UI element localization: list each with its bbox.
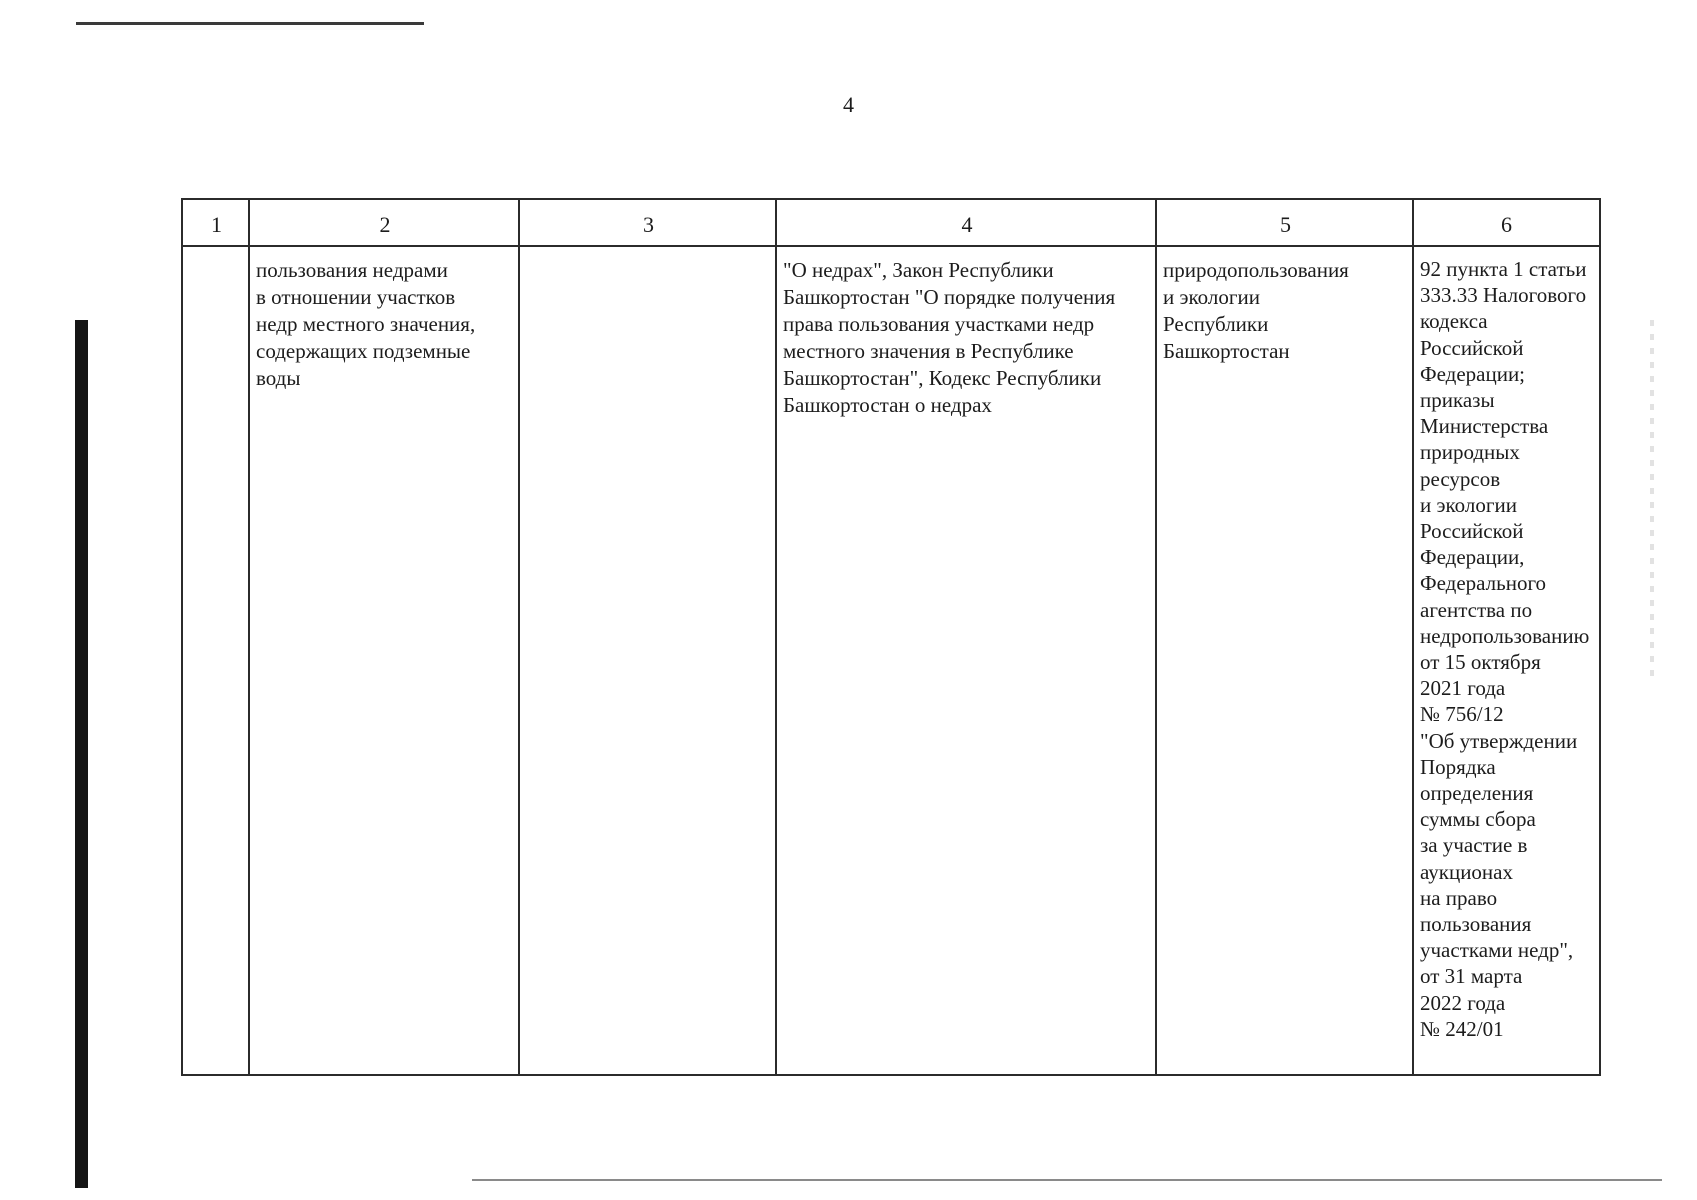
scan-right-edge-artifact [1650,320,1654,680]
header-cell-1: 1 [211,212,222,237]
table-cell-col2: пользования недрами в отношении участков недр местного значения, содержащих подземные воды [256,258,476,390]
page-number: 4 [843,92,854,117]
table-cell-col4: "О недрах", Закон Республики Башкортостан "О порядке получения права пользования участками недр местного значения в Республике Башкортостан", Кодекс Республики Башкортостан о недрах [783,258,1116,417]
table-cell-col5: природопользования и экологии Республики Башкортостан [1163,258,1349,363]
scan-bottom-rule [472,1179,1662,1181]
column-divider [775,200,777,1074]
header-cell-3: 3 [643,212,654,237]
table-cell-col6: 92 пункта 1 статьи 333.33 Налогового кодекса Российской Федерации; приказы Министерства природных ресурсов и экологии Российской Федерации, Федерального агентства по недропользованию от 15 октября 2021 года № 756/12 "Об утверждении Порядка определения суммы сбора за участие в аукционах на право пользования участками недр", от 31 марта 2022 года № 242/01 [1420,257,1590,1041]
header-cell-5: 5 [1280,212,1291,237]
scan-top-rule [76,22,424,25]
header-cell-4: 4 [961,212,973,237]
header-cell-2: 2 [379,212,391,237]
scan-left-edge-shadow [75,320,88,1188]
header-cell-6: 6 [1501,212,1512,237]
column-divider [1155,200,1157,1074]
column-divider [518,200,520,1074]
column-divider [248,200,250,1074]
column-divider [1412,200,1414,1074]
document-table [181,198,1601,1076]
table-header-row [183,200,1599,247]
